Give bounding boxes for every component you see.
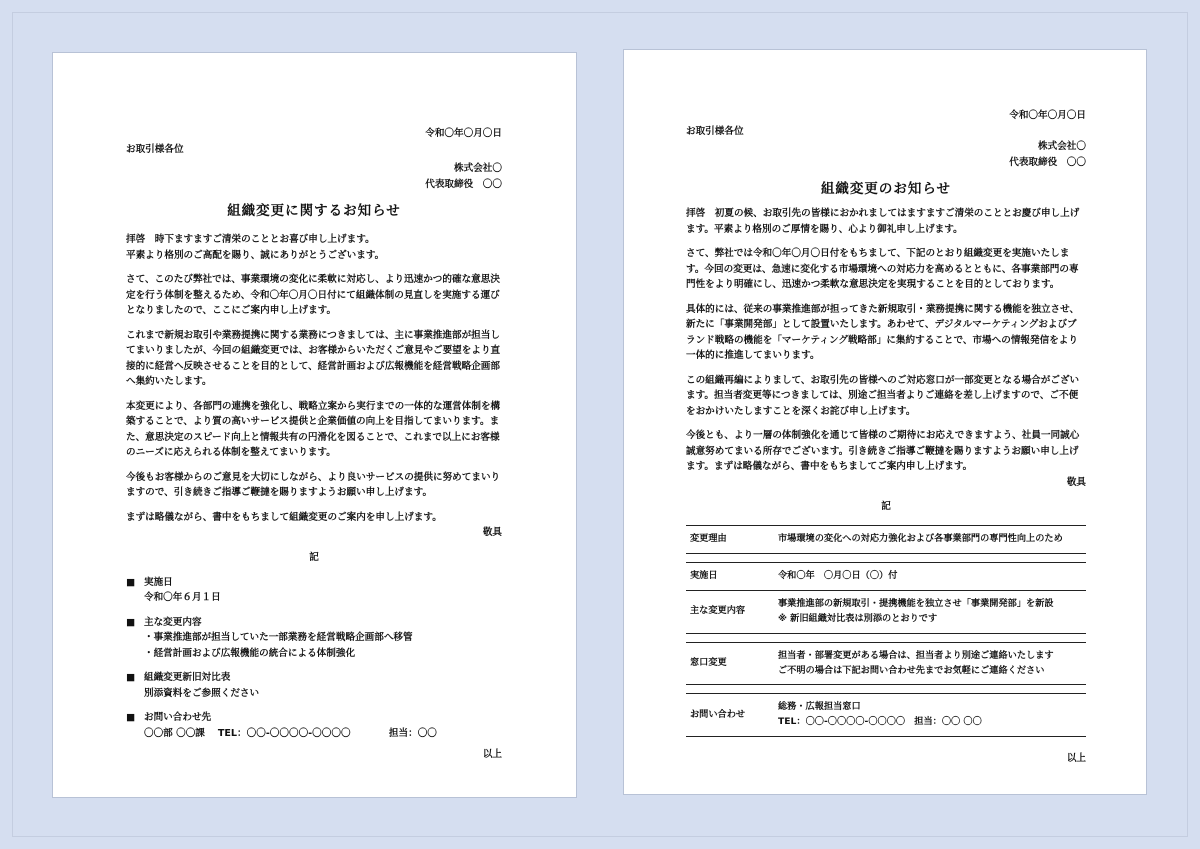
closing-keigu: 敬具 bbox=[1066, 476, 1086, 488]
table-key: 主な変更内容 bbox=[686, 590, 774, 633]
company-name: 株式会社〇 bbox=[1038, 141, 1086, 153]
document-title: 組織変更に関するお知らせ bbox=[227, 203, 401, 220]
details-table bbox=[686, 525, 1086, 737]
representative: 代表取締役 〇〇 bbox=[1009, 156, 1086, 168]
square-bullet-icon: ■ bbox=[126, 576, 136, 588]
date: 令和〇年〇月〇日 bbox=[1009, 110, 1086, 121]
paragraph: まずは略儀ながら、書中をもちまして組織変更のご案内を申し上げます。 bbox=[126, 511, 442, 523]
paragraph: この組織再編によりまして、お取引先の皆様へのご対応窓口が一部変更となる場合がございます。担当者変更等につきましては、別途ご担当者よりご連絡を差し上げますので、ご不便をおかけいたしますことを深くお詫び申し上げます。 bbox=[686, 374, 1080, 417]
paragraph: 今後とも、より一層の体制強化を通じて皆様のご期待にお応えできますよう、社員一同誠心誠意努めてまいる所存でございます。引き続きご指導ご鞭撻を賜りますようお願い申し上げます。まずは略儀ながら、書中をもちましてご案内申し上げます。 bbox=[686, 430, 1080, 473]
table-key: お問い合わせ bbox=[686, 694, 774, 737]
item-heading: ■ 主な変更内容 bbox=[126, 615, 502, 631]
document-title: 組織変更のお知らせ bbox=[820, 181, 952, 198]
document-page-1 bbox=[52, 52, 577, 798]
table-value: 担当者・部署変更がある場合は、担当者より別途ご連絡いたします ご不明の場合は下記お問い合わせ先までお気軽にご連絡ください bbox=[774, 642, 1086, 685]
paragraph: 拝啓 時下ますますご清栄のこととお喜び申し上げます。 平素より格別のご高配を賜り、誠にありがとうございます。 bbox=[126, 233, 385, 261]
square-bullet-icon: ■ bbox=[126, 712, 136, 724]
document-page-2 bbox=[623, 49, 1147, 795]
paragraph: 今後もお客様からのご意見を大切にしながら、より良いサービスの提供に努めてまいりますので、引き続きご指導ご鞭撻を賜りますようお願い申し上げます。 bbox=[126, 471, 501, 499]
closing-keigu: 敬具 bbox=[482, 527, 502, 539]
closing-ijou: 以上 bbox=[482, 749, 502, 761]
table-row bbox=[686, 526, 1086, 554]
table-row bbox=[686, 642, 1086, 685]
item-line: 〇〇部 〇〇課 TEL：〇〇-〇〇〇〇-〇〇〇〇 担当：〇〇 bbox=[144, 727, 437, 739]
table-value: 市場環境の変化への対応力強化および各事業部門の専門性向上のため bbox=[774, 526, 1086, 554]
recipient: お取引様各位 bbox=[126, 143, 184, 155]
table-row bbox=[686, 562, 1086, 590]
paragraph: さて、弊社では令和〇年〇月〇日付をもちまして、下記のとおり組織変更を実施いたします。今回の変更は、急速に変化する市場環境への対応力を高めるとともに、各事業部門の専門性をより明確にし、迅速かつ柔軟な意思決定を実現することを目的としております。 bbox=[686, 248, 1079, 291]
company-name: 株式会社〇 bbox=[454, 163, 502, 175]
table-key: 窓口変更 bbox=[686, 642, 774, 685]
table-value: 令和〇年 〇月〇日（〇）付 bbox=[774, 562, 1086, 590]
closing-ijou: 以上 bbox=[1066, 753, 1086, 765]
table-row bbox=[686, 590, 1086, 633]
paragraph: 拝啓 初夏の候、お取引先の皆様におかれましてはますますご清栄のこととお慶び申し上げます。平素より格別のご厚情を賜り、心より御礼申し上げます。 bbox=[686, 207, 1080, 235]
item-heading: ■ お問い合わせ先 bbox=[126, 710, 502, 726]
item-line: ・事業推進部が担当していた一部業務を経営戦略企画部へ移管 bbox=[144, 632, 413, 644]
square-bullet-icon: ■ bbox=[126, 616, 136, 628]
recipient: お取引様各位 bbox=[686, 125, 744, 137]
table-row bbox=[686, 694, 1086, 737]
square-bullet-icon: ■ bbox=[126, 672, 136, 684]
date: 令和〇年〇月〇日 bbox=[425, 128, 502, 139]
paragraph: 具体的には、従来の事業推進部が担ってきた新規取引・業務提携に関する機能を独立させ、新たに「事業開発部」として設置いたします。あわせて、デジタルマーケティングおよびブランド戦略の機能を「マーケティング戦略部」に集約することで、市場への情報発信をより一体的に推進してまいります。 bbox=[686, 303, 1080, 362]
ki-heading: 記 bbox=[881, 501, 891, 513]
table-key: 変更理由 bbox=[686, 526, 774, 554]
item-line: ・経営計画および広報機能の統合による体制強化 bbox=[144, 647, 356, 659]
representative: 代表取締役 〇〇 bbox=[425, 178, 502, 190]
table-value: 総務・広報担当窓口 TEL：〇〇-〇〇〇〇-〇〇〇〇 担当：〇〇 〇〇 bbox=[774, 694, 1086, 737]
table-value: 事業推進部の新規取引・提携機能を独立させ「事業開発部」を新設 ※ 新旧組織対比表は別添のとおりです bbox=[774, 590, 1086, 633]
item-line: 別添資料をご参照ください bbox=[144, 687, 260, 699]
ki-heading: 記 bbox=[309, 552, 319, 564]
paragraph: さて、このたび弊社では、事業環境の変化に柔軟に対応し、より迅速かつ的確な意思決定を行う体制を整えるため、令和〇年〇月〇日付にて組織体制の見直しを実施する運びとなりましたので、ここにご案内申し上げます。 bbox=[126, 274, 500, 317]
table-key: 実施日 bbox=[686, 562, 774, 590]
item-line: 令和〇年６月１日 bbox=[144, 592, 221, 604]
item-heading: ■ 実施日 bbox=[126, 575, 502, 591]
paragraph: これまで新規お取引や業務提携に関する業務につきましては、主に事業推進部が担当してまいりましたが、今回の組織変更では、お客様からいただくご意見やご要望をより直接的に経営へ反映させることを目的として、経営計画および広報機能を経営戦略企画部へ集約いたします。 bbox=[126, 329, 501, 388]
item-heading: ■ 組織変更新旧対比表 bbox=[126, 670, 502, 686]
paragraph: 本変更により、各部門の連携を強化し、戦略立案から実行までの一体的な運営体制を構築することで、より質の高いサービス提供と企業価値の向上を目指してまいります。また、意思決定のスピード向上と情報共有の円滑化を図ることで、これまで以上にお客様のニーズに応えられる体制を整えてまいります。 bbox=[126, 400, 501, 459]
